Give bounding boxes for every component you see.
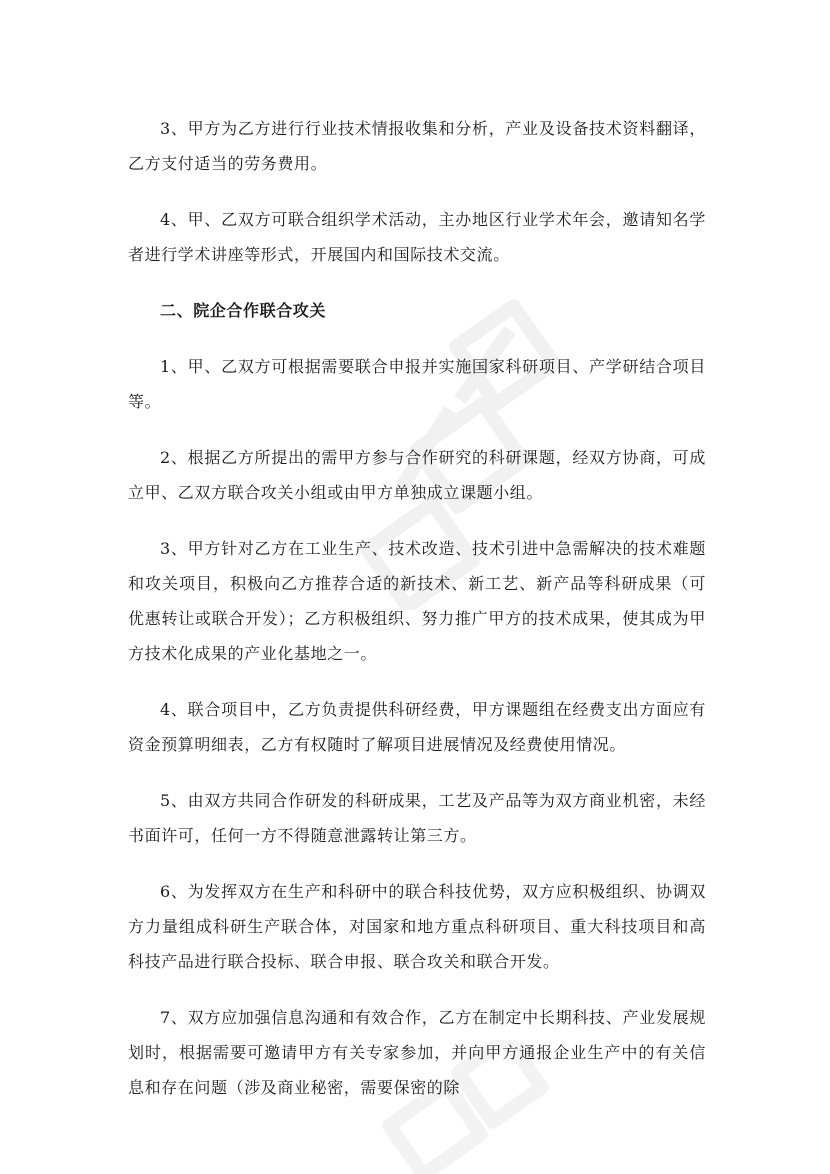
paragraph-item-1-joint-apply: 1、甲、乙双方可根据需要联合申报并实施国家科研项目、产学研结合项目等。 <box>128 357 706 411</box>
document-body <box>128 111 706 1126</box>
paragraph-item-2-research-group: 2、根据乙方所提出的需甲方参与合作研究的科研课题，经双方协商，可成立甲、乙双方联合攻关小组或由甲方单独成立课题小组。 <box>128 448 706 502</box>
paragraph-item-4-funding: 4、联合项目中，乙方负责提供科研经费，甲方课题组在经费支出方面应有资金预算明细表，乙方有权随时了解项目进展情况及经费使用情况。 <box>128 700 706 754</box>
paragraph-item-5-confidential: 5、由双方共同合作研发的科研成果，工艺及产品等为双方商业机密，未经书面许可，任何一方不得随意泄露转让第三方。 <box>128 791 706 845</box>
section-heading: 二、院企合作联合攻关 <box>160 301 327 320</box>
paragraph-item-3-tech-transfer: 3、甲方针对乙方在工业生产、技术改造、技术引进中急需解决的技术难题和攻关项目，积极向乙方推荐合适的新技术、新工艺、新产品等科研成果（可优惠转让或联合开发）；乙方积极组织、努力推广甲方的技术成果，使其成为甲方技术化成果的产业化基地之一。 <box>128 539 706 663</box>
paragraph-item-4-academic: 4、甲、乙双方可联合组织学术活动，主办地区行业学术年会，邀请知名学者进行学术讲座等形式，开展国内和国际技术交流。 <box>128 210 706 264</box>
paragraph-item-3-intel: 3、甲方为乙方进行行业技术情报收集和分析，产业及设备技术资料翻译，乙方支付适当的劳务费用。 <box>128 119 706 173</box>
paragraph-item-7-communication: 7、双方应加强信息沟通和有效合作，乙方在制定中长期科技、产业发展规划时，根据需要可邀请甲方有关专家参加，并向甲方通报企业生产中的有关信息和存在问题（涉及商业秘密，需要保密的除 <box>128 1008 706 1097</box>
paragraph-item-6-alliance: 6、为发挥双方在生产和科研中的联合科技优势，双方应积极组织、协调双方力量组成科研生产联合体，对国家和地方重点科研项目、重大科技项目和高科技产品进行联合投标、联合申报、联合攻关和联合开发。 <box>128 882 706 971</box>
